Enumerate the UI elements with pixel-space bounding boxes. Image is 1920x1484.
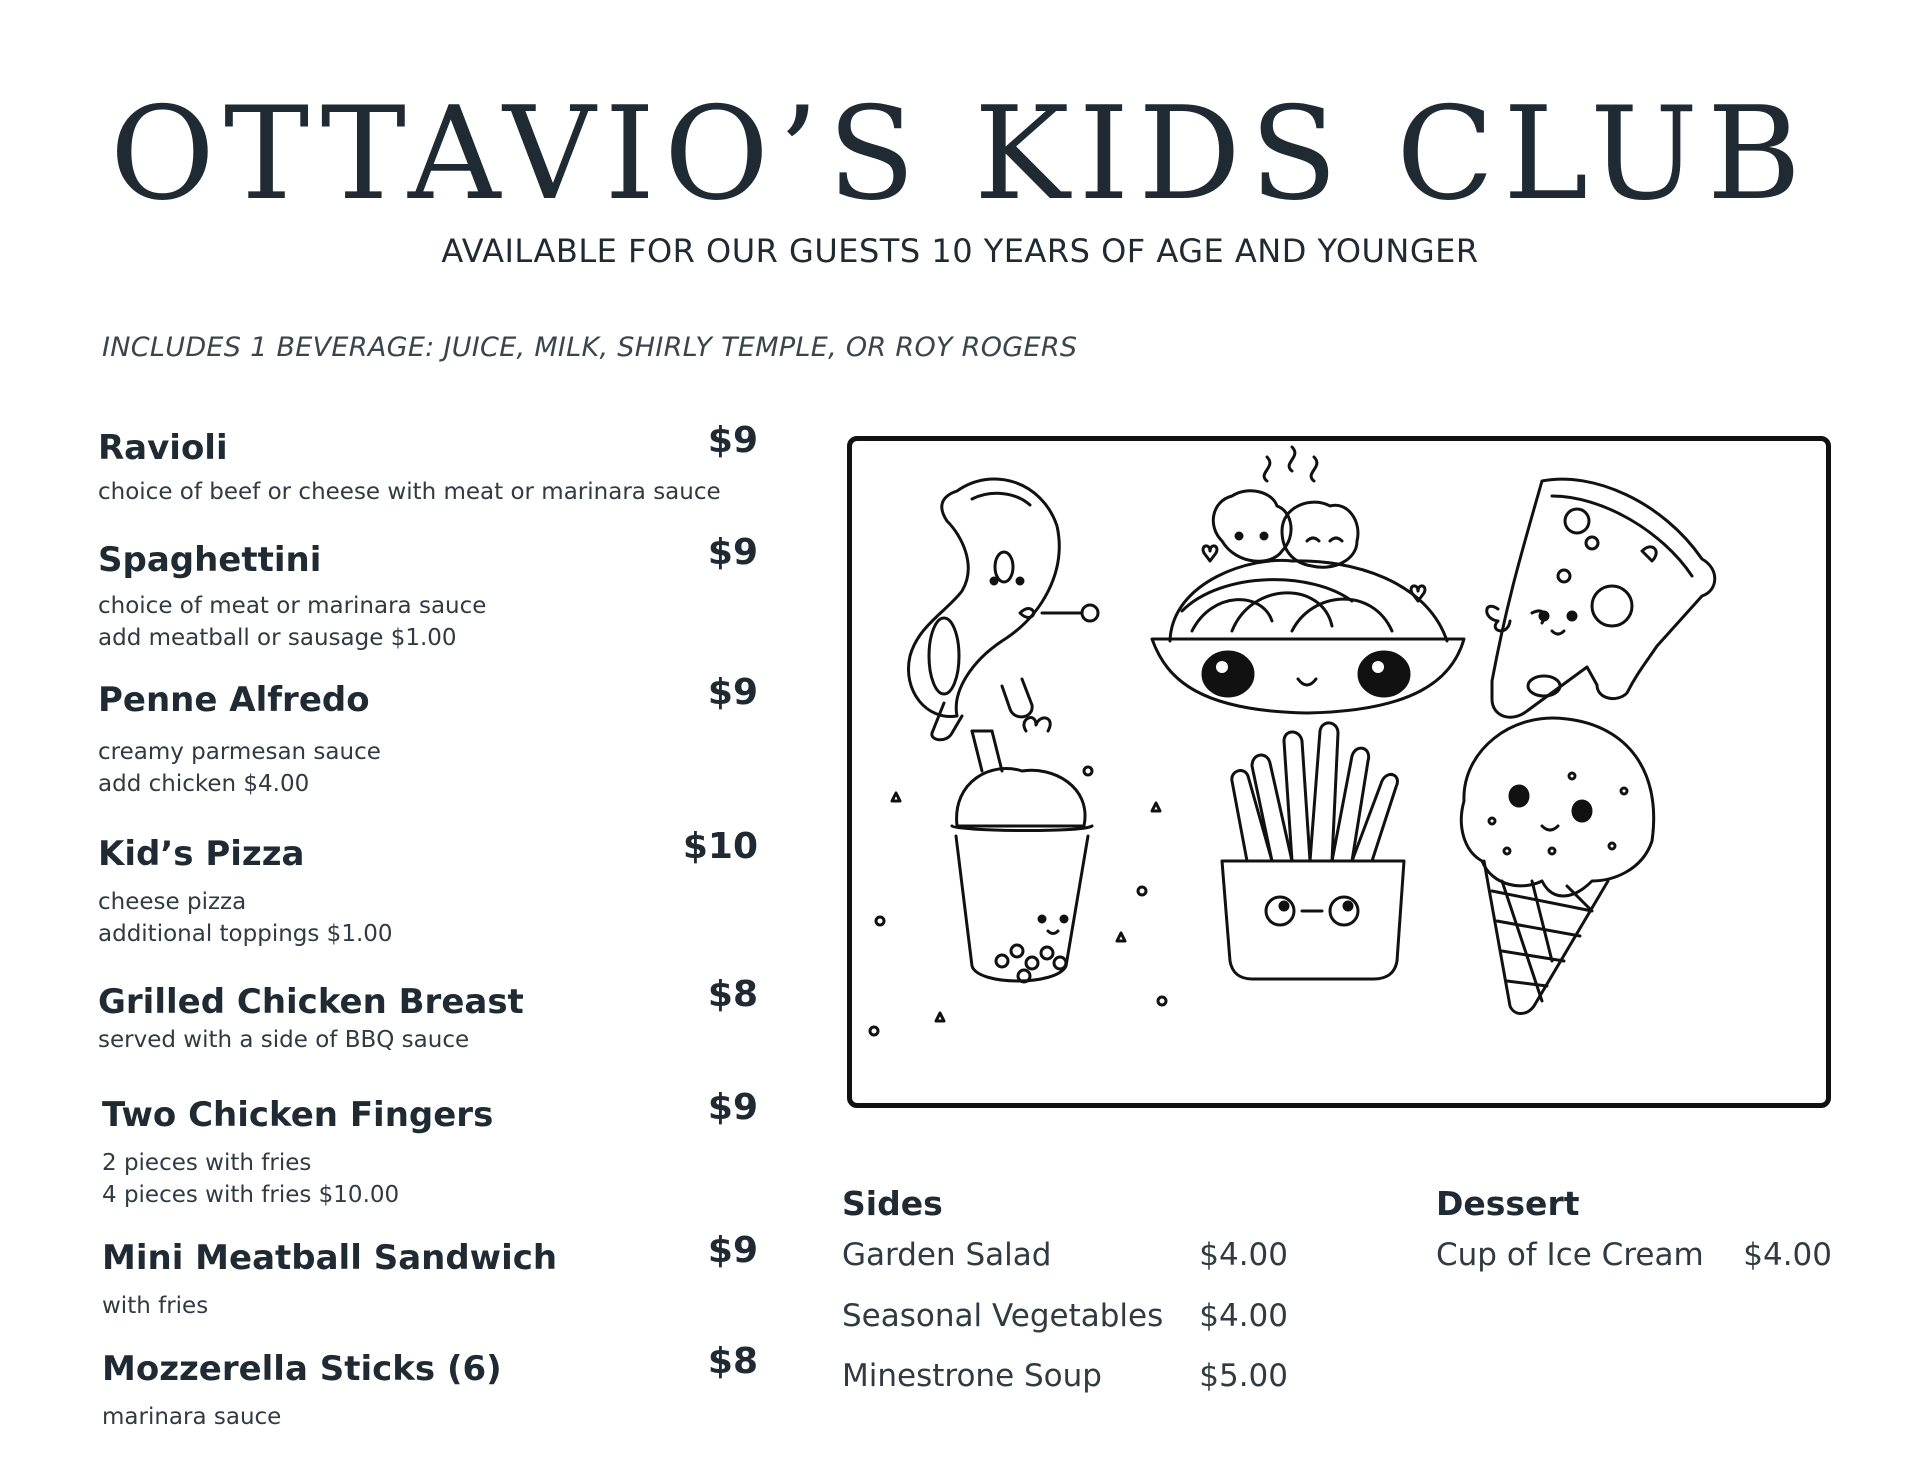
french-fries-icon — [1222, 723, 1404, 979]
dessert-price: $4.00 — [1743, 1237, 1832, 1273]
side-row — [842, 1298, 1288, 1334]
item-name: Spaghettini — [98, 540, 322, 580]
item-price: $8 — [707, 1341, 758, 1382]
menu-item-penne-alfredo — [98, 672, 758, 800]
item-price: $10 — [682, 826, 758, 867]
item-description: choice of meat or marinara sauce — [98, 593, 487, 619]
age-subtitle: AVAILABLE FOR OUR GUESTS 10 YEARS OF AGE AND YOUNGER — [441, 232, 1479, 270]
side-name: Minestrone Soup — [842, 1358, 1102, 1394]
menu-item-two-chicken-fingers — [102, 1087, 758, 1211]
spaghetti-meatballs-icon — [1152, 447, 1464, 713]
side-price: $4.00 — [1199, 1237, 1288, 1273]
item-description: add chicken $4.00 — [98, 771, 310, 797]
item-name: Mozzerella Sticks (6) — [102, 1349, 502, 1389]
item-name: Ravioli — [98, 428, 228, 468]
pizza-slice-icon — [1487, 479, 1715, 717]
item-price: $8 — [707, 974, 758, 1015]
side-price: $4.00 — [1199, 1298, 1288, 1334]
item-price: $9 — [707, 420, 758, 461]
sides-title: Sides — [842, 1184, 943, 1223]
page-title: OTTAVIO’S KIDS CLUB — [109, 80, 1811, 229]
menu-item-grilled-chicken-breast — [98, 974, 758, 1056]
ice-cream-cone-icon — [1461, 718, 1653, 1014]
side-name: Seasonal Vegetables — [842, 1298, 1164, 1334]
item-description: choice of beef or cheese with meat or marinara sauce — [98, 479, 721, 505]
item-description: cheese pizza — [98, 889, 247, 915]
menu-item-kids-pizza — [98, 826, 758, 950]
item-name: Mini Meatball Sandwich — [102, 1238, 558, 1278]
menu-item-ravioli — [98, 420, 758, 508]
item-name: Grilled Chicken Breast — [98, 982, 524, 1022]
item-price: $9 — [707, 1230, 758, 1271]
item-name: Two Chicken Fingers — [102, 1095, 494, 1135]
dessert-row — [1436, 1237, 1832, 1273]
item-description: with fries — [102, 1293, 209, 1319]
menu-item-mini-meatball-sandwich — [102, 1230, 758, 1322]
item-price: $9 — [707, 672, 758, 713]
menu-item-spaghettini — [98, 532, 758, 654]
side-row — [842, 1358, 1288, 1394]
item-price: $9 — [707, 1087, 758, 1128]
item-description: 4 pieces with fries $10.00 — [102, 1182, 400, 1208]
dessert-name: Cup of Ice Cream — [1436, 1237, 1704, 1273]
item-description: 2 pieces with fries — [102, 1150, 312, 1176]
item-description: add meatball or sausage $1.00 — [98, 625, 457, 651]
side-row — [842, 1237, 1288, 1273]
item-price: $9 — [707, 532, 758, 573]
item-name: Penne Alfredo — [98, 680, 370, 720]
food-illustration-frame — [847, 436, 1831, 1108]
menu-item-mozzerella-sticks — [102, 1341, 758, 1433]
item-name: Kid’s Pizza — [98, 834, 305, 874]
item-description: served with a side of BBQ sauce — [98, 1027, 470, 1053]
item-description: marinara sauce — [102, 1404, 282, 1430]
item-description: additional toppings $1.00 — [98, 921, 393, 947]
macaroni-icon — [908, 479, 1098, 740]
side-name: Garden Salad — [842, 1237, 1052, 1273]
item-description: creamy parmesan sauce — [98, 739, 381, 765]
dessert-title: Dessert — [1436, 1184, 1580, 1223]
beverage-note: INCLUDES 1 BEVERAGE: JUICE, MILK, SHIRLY TEMPLE, OR ROY ROGERS — [102, 332, 1078, 363]
bubble-tea-icon — [870, 718, 1166, 1035]
side-price: $5.00 — [1199, 1358, 1288, 1394]
